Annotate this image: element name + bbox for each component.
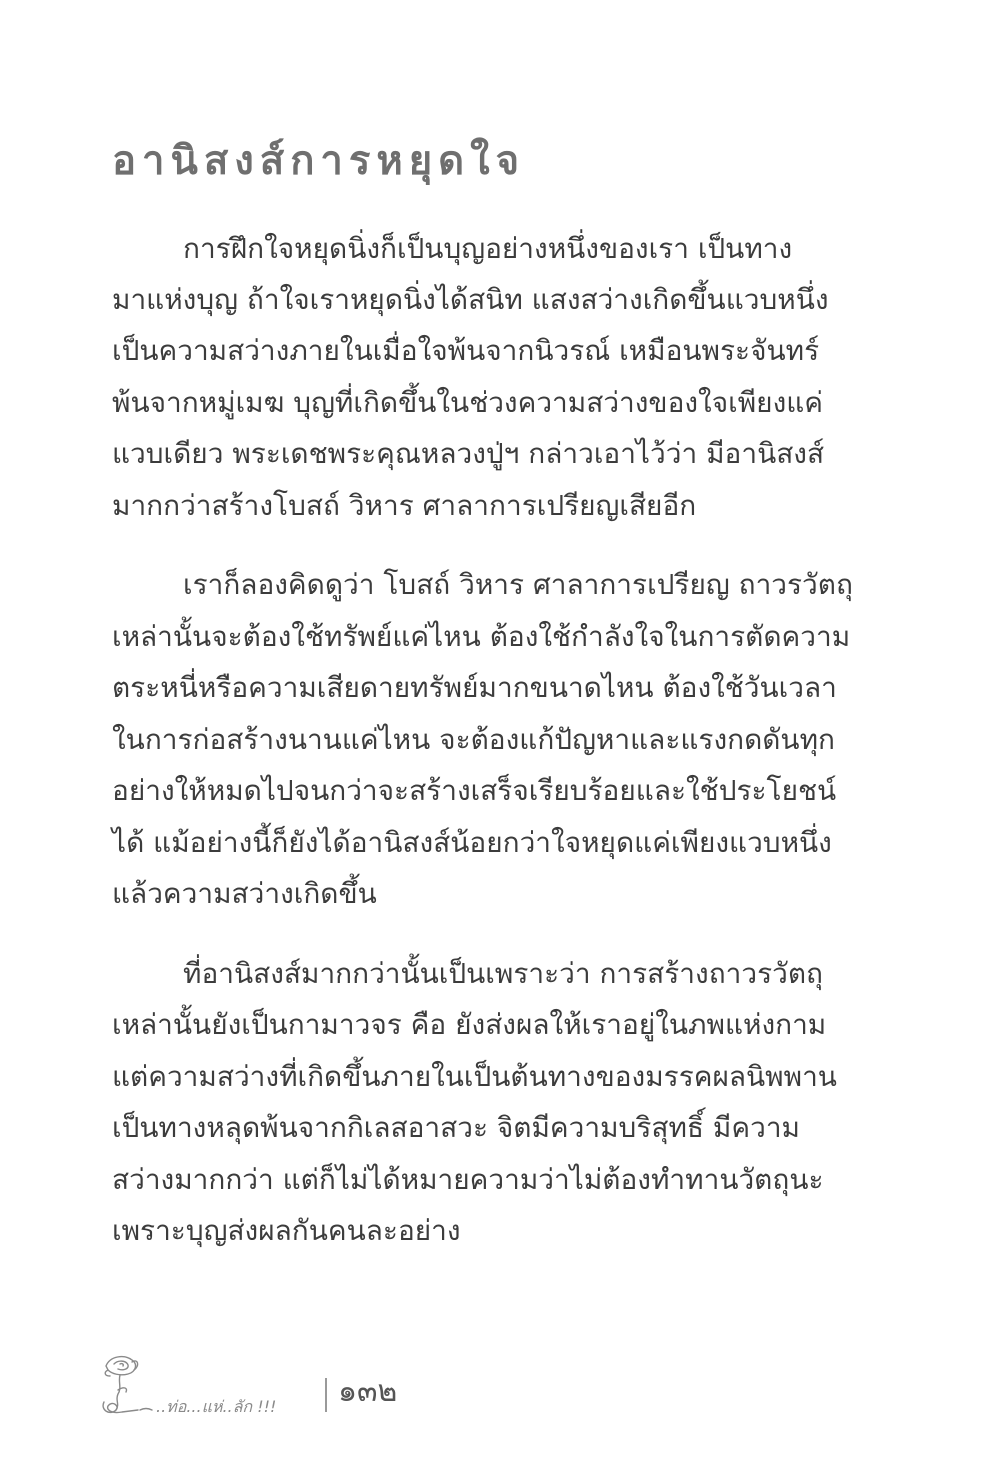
paragraph-2-line-2: เหล่านั้นจะต้องใช้ทรัพย์แค่ไหน ต้องใช้กำลังใจในการตัดความ	[112, 620, 851, 653]
paragraph-3-line-4: เป็นทางหลุดพ้นจากกิเลสอาสวะ จิตมีความบริสุทธิ์ มีความ	[112, 1111, 800, 1144]
paragraph-3-line-6: เพราะบุญส่งผลกันคนละอย่าง	[112, 1214, 461, 1247]
paragraph-2-line-7: แล้วความสว่างเกิดขึ้น	[112, 877, 377, 910]
paragraph-1-line-1: การฝึกใจหยุดนิ่งก็เป็นบุญอย่างหนึ่งของเรา เป็นทาง	[183, 232, 793, 265]
paragraph-3-line-5: สว่างมากกว่า แต่ก็ไม่ได้หมายความว่าไม่ต้องทำทานวัตถุนะ	[112, 1163, 824, 1196]
footer-divider	[325, 1378, 327, 1412]
paragraph-3-line-2: เหล่านั้นยังเป็นกามาวจร คือ ยังส่งผลให้เราอยู่ในภพแห่งกาม	[112, 1008, 827, 1041]
paragraph-3-line-3: แต่ความสว่างที่เกิดขึ้นภายในเป็นต้นทางของมรรคผลนิพพาน	[112, 1060, 837, 1093]
page-number: ๑๓๒	[338, 1374, 398, 1409]
paragraph-2-line-3: ตระหนี่หรือความเสียดายทรัพย์มากขนาดไหน ต้องใช้วันเวลา	[112, 671, 837, 704]
rose-icon	[98, 1350, 328, 1420]
paragraph-3-line-1: ที่อานิสงส์มากกว่านั้นเป็นเพราะว่า การสร้างถาวรวัตถุ	[183, 957, 823, 990]
handwriting-text: ..ท่อ...แห่..ลัก !!!	[156, 1397, 277, 1416]
paragraph-2-line-4: ในการก่อสร้างนานแค่ไหน จะต้องแก้ปัญหาและแรงกดดันทุก	[112, 723, 835, 756]
paragraph-2-line-6: ได้ แม้อย่างนี้ก็ยังได้อานิสงส์น้อยกว่าใจหยุดแค่เพียงแวบหนึ่ง	[112, 826, 832, 859]
paragraph-2-line-5: อย่างให้หมดไปจนกว่าจะสร้างเสร็จเรียบร้อยและใช้ประโยชน์	[112, 774, 837, 807]
paragraph-1-line-2: มาแห่งบุญ ถ้าใจเราหยุดนิ่งได้สนิท แสงสว่างเกิดขึ้นแวบหนึ่ง	[112, 283, 829, 316]
paragraph-1-line-4: พ้นจากหมู่เมฆ บุญที่เกิดขึ้นในช่วงความสว่างของใจเพียงแค่	[112, 386, 824, 419]
paragraph-1-line-6: มากกว่าสร้างโบสถ์ วิหาร ศาลาการเปรียญเสียอีก	[112, 489, 697, 522]
page-title: อานิสงส์การหยุดใจ	[112, 138, 526, 184]
paragraph-2-line-1: เราก็ลองคิดดูว่า โบสถ์ วิหาร ศาลาการเปรียญ ถาวรวัตถุ	[183, 568, 853, 601]
paragraph-1-line-5: แวบเดียว พระเดชพระคุณหลวงปู่ฯ กล่าวเอาไว้ว่า มีอานิสงส์	[112, 437, 825, 470]
paragraph-1-line-3: เป็นความสว่างภายในเมื่อใจพ้นจากนิวรณ์ เหมือนพระจันทร์	[112, 334, 820, 367]
